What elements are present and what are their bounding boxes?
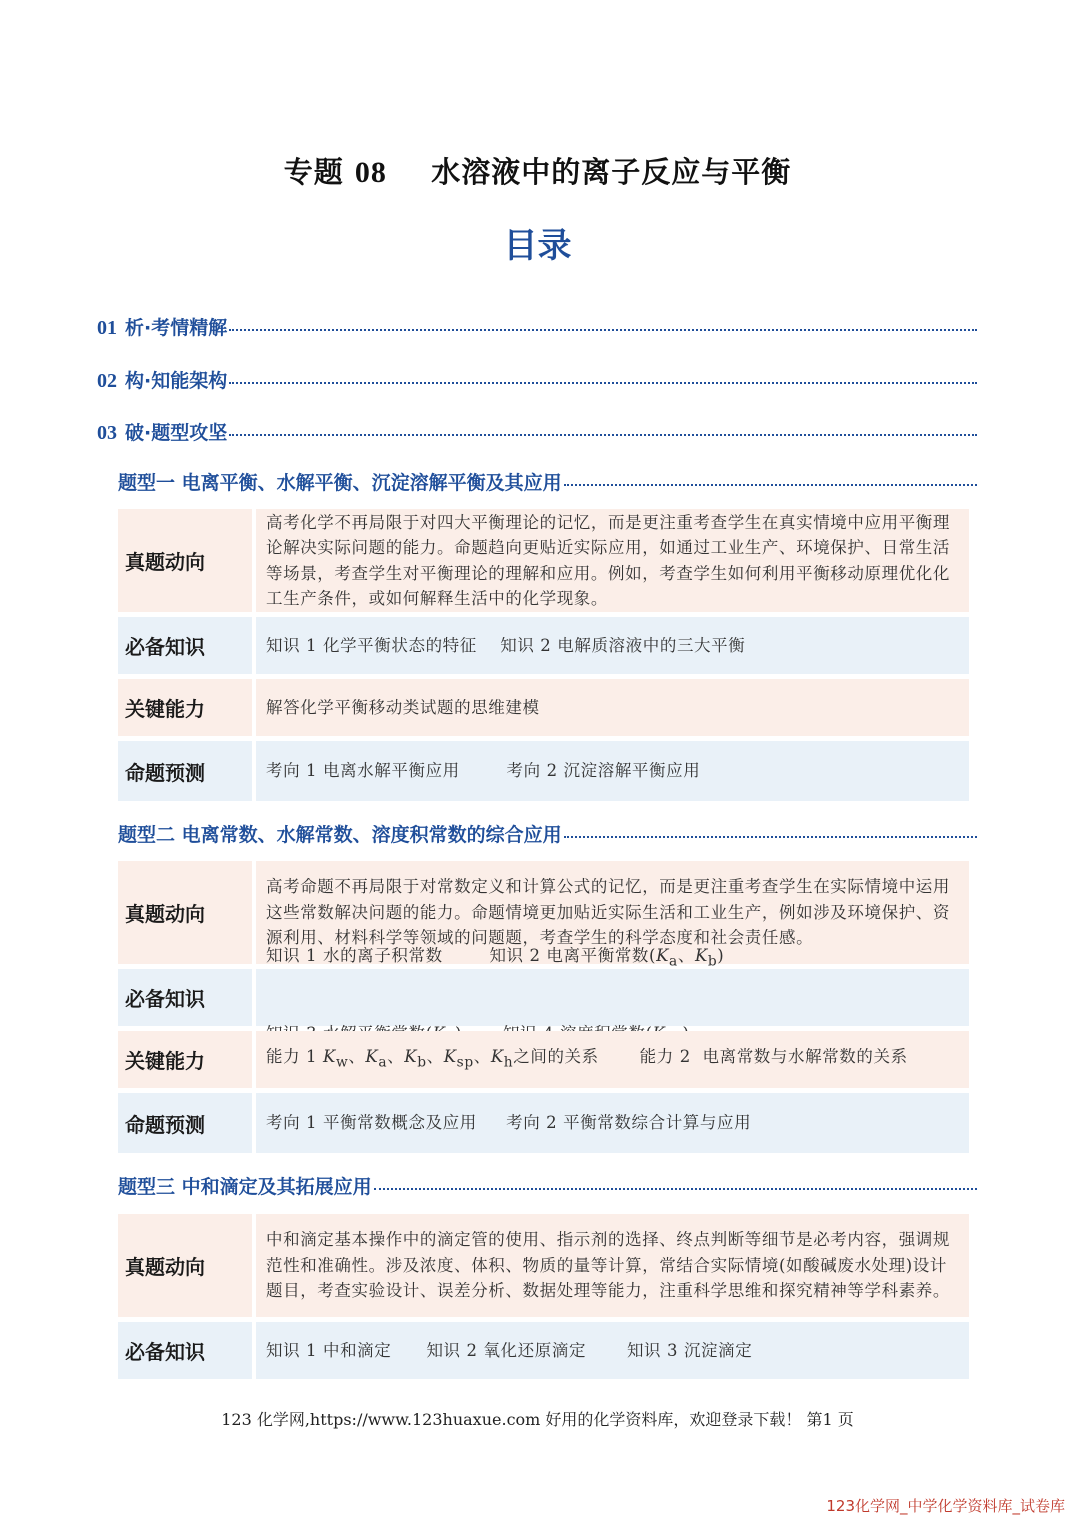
toc-item-2[interactable] — [97, 366, 977, 393]
row-content: 高考化学不再局限于对四大平衡理论的记忆，而是更注重考查学生在真实情境中应用平衡理论解决实际问题的能力。命题趋向更贴近实际应用，如通过工业生产、环境保护、日常生活等场景，考查学生对平衡理论的理解和应用。例如，考查学生如何利用平衡移动原理优化化工生产条件，或如何解释生活中的化学现象。 — [256, 509, 969, 612]
row-content: 知识 1 水的离子积常数 知识 2 电离平衡常数($K_a$、$K_b$) — [266, 946, 725, 970]
section2-row-forecast — [118, 1093, 969, 1153]
row-label: 必备知识 — [118, 969, 252, 1026]
title-text: 水溶液中的离子反应与平衡 — [431, 155, 792, 189]
section-heading-2[interactable]: 题型二 电离常数、水解常数、溶度积常数的综合应用 — [118, 820, 977, 847]
toc-item-3[interactable] — [97, 418, 977, 445]
section3-row-knowledge — [118, 1322, 969, 1379]
toc-leader-dots — [374, 1187, 977, 1190]
row-label: 命题预测 — [118, 1093, 252, 1153]
toc-item-label: 破·题型攻坚 — [125, 422, 228, 444]
page-footer: 123 化学网,https://www.123huaxue.com 好用的化学资料库，欢迎登录下载！ 第1 页 — [221, 1410, 854, 1429]
toc-heading: 目录 — [503, 226, 572, 266]
section1-row-forecast — [118, 741, 969, 801]
toc-leader-dots — [229, 381, 977, 384]
row-content: 解答化学平衡移动类试题的思维建模 — [266, 697, 540, 717]
row-content: 高考命题不再局限于对常数定义和计算公式的记忆，而是更注重考查学生在实际情境中运用这些常数解决问题的能力。命题情境更加贴近实际生活和工业生产，例如涉及环境保护、资源利用、材料科学等领域的问题题，考查学生的科学态度和社会责任感。 — [256, 861, 969, 964]
section1-row-knowledge — [118, 617, 969, 674]
section-heading-3[interactable]: 题型三 中和滴定及其拓展应用 — [118, 1172, 977, 1199]
section2-row-ability — [118, 1031, 969, 1088]
row-content: 能力 1 $K_w$、$K_a$、$K_b$、$K_{sp}$、$K_h$之间的关系 能力 2 电离常数与水解常数的关系 — [266, 1046, 908, 1070]
section2-row-knowledge — [118, 946, 969, 1026]
row-label: 真题动向 — [118, 1214, 252, 1317]
toc-item-number: 02 — [97, 370, 117, 392]
row-content: 知识 1 中和滴定 知识 2 氧化还原滴定 知识 3 沉淀滴定 — [266, 1340, 753, 1360]
row-label: 关键能力 — [118, 679, 252, 736]
toc-item-number: 01 — [97, 317, 117, 339]
document-title — [0, 150, 1075, 191]
row-label: 真题动向 — [118, 509, 252, 612]
toc-leader-dots — [564, 483, 977, 486]
row-label: 必备知识 — [118, 617, 252, 674]
section1-row-ability — [118, 679, 969, 736]
toc-leader-dots — [229, 433, 977, 436]
row-label: 关键能力 — [118, 1031, 252, 1088]
toc-item-label: 构·知能架构 — [125, 370, 228, 392]
row-label: 真题动向 — [118, 861, 252, 964]
row-content: 知识 1 化学平衡状态的特征 知识 2 电解质溶液中的三大平衡 — [266, 635, 746, 655]
watermark: 123化学网_中学化学资料库_试卷库 — [826, 1497, 1065, 1515]
toc-item-label: 析·考情精解 — [125, 317, 228, 339]
row-content: 考向 1 平衡常数概念及应用 考向 2 平衡常数综合计算与应用 — [266, 1113, 752, 1133]
section-heading-1[interactable]: 题型一 电离平衡、水解平衡、沉淀溶解平衡及其应用 — [118, 468, 977, 495]
toc-leader-dots — [564, 835, 977, 838]
title-number: 08 — [354, 156, 387, 189]
row-content: 考向 1 电离水解平衡应用 考向 2 沉淀溶解平衡应用 — [266, 761, 701, 781]
toc-item-number: 03 — [97, 422, 117, 444]
title-prefix: 专题 — [283, 155, 344, 189]
toc-leader-dots — [229, 328, 977, 331]
row-label: 命题预测 — [118, 741, 252, 801]
toc-item-1[interactable] — [97, 313, 977, 340]
section1-row-trend — [118, 509, 969, 612]
row-content: 中和滴定基本操作中的滴定管的使用、指示剂的选择、终点判断等细节是必考内容，强调规范性和准确性。涉及浓度、体积、物质的量等计算，常结合实际情境(如酸碱废水处理)设计题目，考查实验设计、误差分析、数据处理等能力，注重科学思维和探究精神等学科素养。 — [256, 1214, 969, 1317]
row-label: 必备知识 — [118, 1322, 252, 1379]
section3-row-trend — [118, 1214, 969, 1317]
